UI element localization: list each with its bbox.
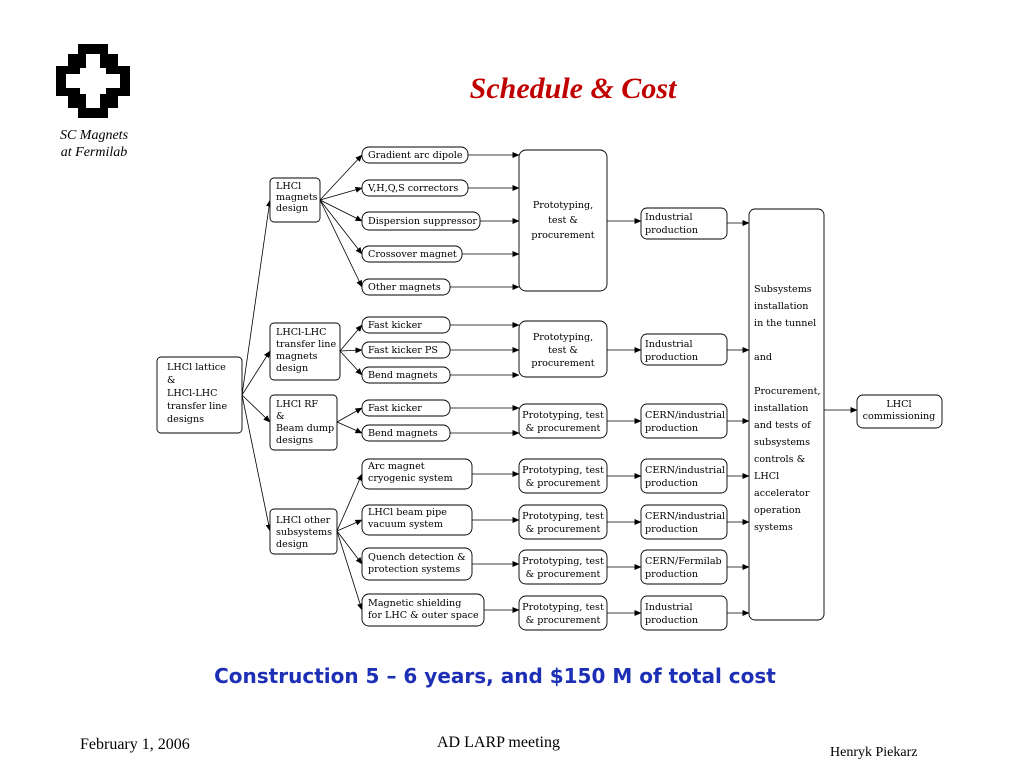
node-install-label: and — [754, 352, 773, 363]
footer-date: February 1, 2006 — [80, 736, 190, 753]
node-p1 — [519, 150, 607, 291]
node-install-label: operation — [754, 505, 801, 516]
node-d6-label: production — [645, 569, 699, 580]
node-root-label: LHCl lattice — [167, 362, 226, 373]
footer-author: Henryk Piekarz — [830, 745, 918, 760]
node-install-label: in the tunnel — [754, 318, 817, 329]
node-root-label: & — [167, 375, 176, 386]
node-install-label: systems — [754, 522, 793, 533]
node-d1-label: Industrial — [645, 212, 693, 223]
node-i11 — [362, 459, 472, 489]
node-d7 — [641, 596, 727, 630]
node-i13-label: Quench detection & — [368, 552, 466, 563]
node-install-label: controls & — [754, 454, 806, 465]
node-i11-label: cryogenic system — [368, 473, 453, 484]
node-d3 — [641, 404, 727, 438]
connector-11 — [340, 350, 362, 351]
node-d5 — [641, 505, 727, 539]
node-i2-label: V,H,Q,S correctors — [368, 183, 459, 194]
diagram-nodes — [157, 147, 942, 630]
node-magnets-label: magnets — [276, 192, 318, 203]
node-p4-label: Prototyping, test — [522, 465, 604, 476]
node-magnets-label: design — [276, 203, 309, 214]
node-p6 — [519, 550, 607, 584]
node-i12 — [362, 505, 472, 535]
connector-7 — [320, 200, 362, 221]
node-rf-label: & — [276, 411, 285, 422]
sidebar-line-2: at Fermilab — [60, 145, 128, 160]
node-install-label: subsystems — [754, 437, 811, 448]
node-rf-label: Beam dump — [276, 423, 335, 434]
node-p7 — [519, 596, 607, 630]
node-i3 — [362, 212, 480, 230]
connector-13 — [337, 408, 362, 422]
node-p6-label: & procurement — [525, 569, 601, 580]
node-root-label: transfer line — [167, 401, 228, 412]
connector-6 — [320, 188, 362, 200]
node-i14-label: Magnetic shielding — [368, 598, 462, 609]
node-magnets — [270, 178, 320, 222]
node-p5-label: & procurement — [525, 524, 601, 535]
node-transfer-label: design — [276, 363, 309, 374]
node-install-label: installation — [754, 403, 809, 414]
connector-17 — [337, 531, 362, 564]
node-p5 — [519, 505, 607, 539]
node-i5 — [362, 279, 450, 295]
node-transfer-label: magnets — [276, 351, 318, 362]
node-p7-label: & procurement — [525, 615, 601, 626]
node-p3-label: Prototyping, test — [522, 410, 604, 421]
node-d5-label: CERN/industrial — [645, 511, 725, 522]
slide-title-text: Schedule & Cost — [469, 72, 677, 105]
node-d7-label: Industrial — [645, 602, 693, 613]
node-p7-label: Prototyping, test — [522, 602, 604, 613]
node-d2 — [641, 334, 727, 365]
node-i10-label: Bend magnets — [368, 428, 438, 439]
node-magnets-label: LHCl — [276, 181, 302, 192]
node-i9-label: Fast kicker — [368, 403, 422, 414]
connector-10 — [340, 325, 362, 351]
node-d5-label: production — [645, 524, 699, 535]
connector-18 — [337, 531, 362, 610]
node-i11-label: Arc magnet — [368, 461, 425, 472]
node-p3 — [519, 404, 607, 438]
node-p2-label: procurement — [531, 358, 595, 369]
node-rf-label: designs — [276, 435, 314, 446]
node-root-label: LHCl-LHC — [167, 388, 218, 399]
node-transfer — [270, 323, 340, 380]
node-d6-label: CERN/Fermilab — [645, 556, 722, 567]
node-i1-label: Gradient arc dipole — [368, 150, 463, 161]
cost-summary: Construction 5 – 6 years, and $150 M of total cost — [214, 664, 776, 688]
node-install-box — [749, 209, 824, 620]
connector-1 — [242, 200, 270, 395]
node-i13 — [362, 548, 472, 580]
node-d4-label: CERN/industrial — [645, 465, 725, 476]
node-p4 — [519, 459, 607, 493]
node-d3-label: production — [645, 423, 699, 434]
node-install-label: and tests of — [754, 420, 811, 431]
node-install — [749, 209, 824, 620]
node-i3-label: Dispersion suppressor — [368, 216, 477, 227]
connector-12 — [340, 351, 362, 375]
node-i1 — [362, 147, 468, 163]
node-p1-label: Prototyping, — [532, 200, 594, 211]
node-i14-label: for LHC & outer space — [368, 610, 479, 621]
node-install-label: accelerator — [754, 488, 810, 499]
node-i6 — [362, 317, 450, 333]
connector-4 — [242, 395, 270, 531]
node-p4-label: & procurement — [525, 478, 601, 489]
node-i12-label: LHCl beam pipe — [368, 507, 447, 518]
connector-9 — [320, 200, 362, 287]
node-i7 — [362, 342, 450, 358]
node-install-label: Subsystems — [754, 284, 812, 295]
node-other-label: LHCl other — [276, 515, 331, 526]
node-i10 — [362, 425, 450, 441]
node-root — [157, 357, 242, 433]
node-d4-label: production — [645, 478, 699, 489]
connector-15 — [337, 474, 362, 531]
sidebar-line-1: SC Magnets — [59, 128, 129, 143]
node-install-label: installation — [754, 301, 809, 312]
node-d2-label: Industrial — [645, 339, 693, 350]
node-p2-label: Prototyping, — [532, 332, 594, 343]
connector-5 — [320, 155, 362, 200]
node-p1-label: test & — [548, 215, 578, 226]
node-install-label: Procurement, — [754, 386, 821, 397]
node-i13-label: protection systems — [368, 564, 461, 575]
node-i2 — [362, 180, 468, 196]
node-i14 — [362, 594, 484, 626]
node-i7-label: Fast kicker PS — [368, 345, 438, 356]
node-d4 — [641, 459, 727, 493]
node-d2-label: production — [645, 352, 699, 363]
node-other — [270, 509, 337, 554]
node-d7-label: production — [645, 615, 699, 626]
node-p3-label: & procurement — [525, 423, 601, 434]
node-p2-label: test & — [548, 345, 578, 356]
node-d3-label: CERN/industrial — [645, 410, 725, 421]
node-i5-label: Other magnets — [368, 282, 441, 293]
node-rf-label: LHCl RF — [276, 399, 319, 410]
node-other-label: design — [276, 539, 309, 550]
node-final — [857, 395, 942, 428]
node-p2 — [519, 321, 607, 377]
node-i8 — [362, 367, 450, 383]
node-final-label: commissioning — [862, 411, 936, 422]
connector-3 — [242, 395, 270, 422]
node-install-label: LHCl — [754, 471, 780, 482]
footer-meeting: AD LARP meeting — [437, 734, 560, 751]
node-final-label: LHCl — [886, 399, 912, 410]
node-root-label: designs — [167, 414, 205, 425]
node-p6-label: Prototyping, test — [522, 556, 604, 567]
node-i4 — [362, 246, 462, 262]
node-p1-label: procurement — [531, 230, 595, 241]
node-i6-label: Fast kicker — [368, 320, 422, 331]
node-p5-label: Prototyping, test — [522, 511, 604, 522]
node-i8-label: Bend magnets — [368, 370, 438, 381]
connector-2 — [242, 351, 270, 395]
node-i12-label: vacuum system — [368, 519, 443, 530]
node-i4-label: Crossover magnet — [368, 249, 457, 260]
node-d1-label: production — [645, 225, 699, 236]
node-i9 — [362, 400, 450, 416]
connector-14 — [337, 422, 362, 433]
connector-8 — [320, 200, 362, 254]
node-d1 — [641, 208, 727, 239]
node-transfer-label: LHCl-LHC — [276, 327, 327, 338]
node-d6 — [641, 550, 727, 584]
node-rf — [270, 395, 337, 450]
node-transfer-label: transfer line — [276, 339, 337, 350]
node-other-label: subsystems — [276, 527, 333, 538]
